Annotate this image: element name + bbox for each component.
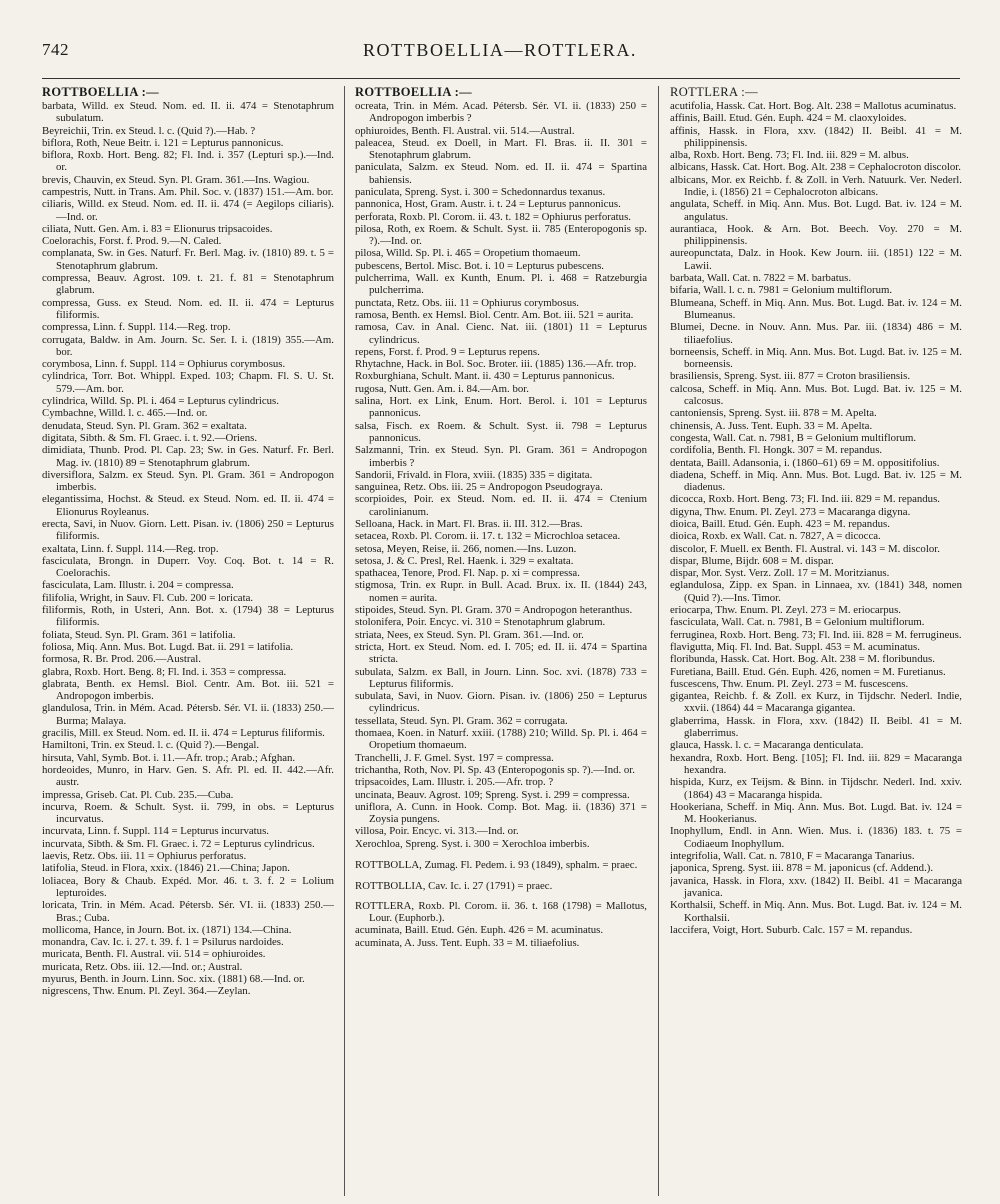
index-entry: salina, Hort. ex Link, Enum. Hort. Berol. i. 101 = Lepturus pannonicus. xyxy=(355,395,647,420)
index-entry: ramosa, Benth. ex Hemsl. Biol. Centr. Am. Bot. iii. 521 = aurita. xyxy=(355,308,634,321)
index-entry: dispar, Blume, Bijdr. 608 = M. dispar. xyxy=(670,554,834,567)
column-heading: ROTTBOELLIA :— xyxy=(355,86,473,99)
index-entry: hirsuta, Vahl, Symb. Bot. i. 11.—Afr. trop.; Arab.; Afghan. xyxy=(42,751,296,764)
index-entry: ciliaris, Willd. ex Steud. Nom. ed. II. ii. 474 (= Aegilops ciliaris).—Ind. or. xyxy=(42,198,334,223)
index-entry: paniculata, Salzm. ex Steud. Nom. ed. II. ii. 474 = Spartina bahiensis. xyxy=(355,161,647,186)
column-3 xyxy=(670,86,962,1198)
index-entry: Blumeana, Scheff. in Miq. Ann. Mus. Bot. Lugd. Bat. iv. 124 = M. Blumeanus. xyxy=(670,296,962,321)
index-entry: paleacea, Steud. ex Doell, in Mart. Fl. Bras. ii. II. 301 = Stenotaphrum glabrum. xyxy=(355,136,647,162)
index-entry: ciliata, Nutt. Gen. Am. i. 83 = Elionurus tripsacoides. xyxy=(42,222,273,235)
index-entry: Inophyllum, Endl. in Ann. Wien. Mus. i. (1836) 183. t. 75 = Codiaeum Inophyllum. xyxy=(670,825,962,850)
index-entry: diversiflora, Salzm. ex Steud. Syn. Pl. Gram. 361 = Andropogon imberbis. xyxy=(42,468,334,494)
index-entry: glandulosa, Trin. in Mém. Acad. Pétersb. Sér. VI. ii. (1833) 250.—Burma; Malaya. xyxy=(42,702,334,727)
index-entry: diadena, Scheff. in Miq. Ann. Mus. Bot. Lugd. Bat. iv. 125 = M. diadenus. xyxy=(670,468,962,494)
index-entry: pannonica, Host, Gram. Austr. i. t. 24 = Lepturus pannonicus. xyxy=(355,198,621,211)
index-entry: villosa, Poir. Encyc. vi. 313.—Ind. or. xyxy=(355,825,519,838)
index-entry: compressa, Linn. f. Suppl. 114.—Reg. trop. xyxy=(42,321,231,334)
index-entry: Xerochloa, Spreng. Syst. i. 300 = Xerochloa imberbis. xyxy=(355,837,590,850)
index-entry: dioica, Roxb. ex Wall. Cat. n. 7827, A = dicocca. xyxy=(670,530,881,543)
index-entry: gigantea, Reichb. f. & Zoll. ex Kurz, in Tijdschr. Nederl. Indie, xxvii. (1864) 44 = Macaranga gigantea. xyxy=(670,690,962,715)
index-entry: dicocca, Roxb. Hort. Beng. 73; Fl. Ind. iii. 829 = M. repandus. xyxy=(670,493,940,506)
index-entry: incurvata, Linn. f. Suppl. 114 = Lepturus incurvatus. xyxy=(42,825,269,838)
index-entry: congesta, Wall. Cat. n. 7981, B = Gelonium multiflorum. xyxy=(670,431,917,444)
index-entry: uncinata, Beauv. Agrost. 109; Spreng. Syst. i. 299 = compressa. xyxy=(355,788,630,801)
index-entry: calcosa, Scheff. in Miq. Ann. Mus. Bot. Lugd. Bat. iv. 125 = M. calcosus. xyxy=(670,382,962,408)
index-entry: corymbosa, Linn. f. Suppl. 114 = Ophiurus corymbosus. xyxy=(42,358,286,371)
column-heading: ROTTLERA :— xyxy=(670,86,759,99)
index-entry: eglandulosa, Zipp. ex Span. in Linnaea, xv. (1841) 348, nomen (Quid ?).—Ins. Timor. xyxy=(670,579,962,604)
index-entry: discolor, F. Muell. ex Benth. Fl. Austral. vi. 143 = M. discolor. xyxy=(670,542,940,555)
column-divider xyxy=(658,86,659,1196)
index-entry: latifolia, Steud. in Flora, xxix. (1846) 21.—China; Japon. xyxy=(42,862,291,875)
index-entry: hispida, Kurz, ex Teijsm. & Binn. in Tijdschr. Nederl. Ind. xxiv. (1864) 43 = Macaranga hispida. xyxy=(670,776,962,801)
index-entry: trichantha, Roth, Nov. Pl. Sp. 43 (Enteropogonis sp. ?).—Ind. or. xyxy=(355,763,635,776)
index-entry: glabrata, Benth. ex Hemsl. Biol. Centr. Am. Bot. iii. 521 = Andropogon imberbis. xyxy=(42,677,334,703)
index-entry: fasciculata, Brongn. in Duperr. Voy. Coq. Bot. t. 14 = R. Coelorachis. xyxy=(42,554,334,580)
index-entry: repens, Forst. f. Prod. 9 = Lepturus repens. xyxy=(355,345,540,358)
index-entry: javanica, Hassk. in Flora, xxv. (1842) II. Beibl. 41 = Macaranga javanica. xyxy=(670,874,962,899)
index-entry: striata, Nees, ex Steud. Syn. Pl. Gram. 361.—Ind. or. xyxy=(355,628,584,641)
index-entry: corrugata, Baldw. in Am. Journ. Sc. Ser. I. i. (1819) 355.—Am. bor. xyxy=(42,333,334,358)
index-entry: laccifera, Voigt, Hort. Suburb. Calc. 157 = M. repandus. xyxy=(670,923,913,936)
index-entry: Selloana, Hack. in Mart. Fl. Bras. ii. III. 312.—Bras. xyxy=(355,518,583,530)
index-entry: Beyreichii, Trin. ex Steud. l. c. (Quid ?).—Hab. ? xyxy=(42,124,256,137)
index-entry: tessellata, Steud. Syn. Pl. Gram. 362 = corrugata. xyxy=(355,714,568,727)
index-entry: ROTTLERA, Roxb. Pl. Corom. ii. 36. t. 168 (1798) = Mallotus, Lour. (Euphorb.). xyxy=(355,899,647,924)
index-entry: impressa, Griseb. Cat. Pl. Cub. 235.—Cuba. xyxy=(42,788,234,801)
index-entry: filiformis, Roth, in Usteri, Ann. Bot. x. (1794) 38 = Lepturus filiformis. xyxy=(42,604,334,629)
index-entry: salsa, Fisch. ex Roem. & Schult. Syst. ii. 798 = Lepturus pannonicus. xyxy=(355,419,647,444)
index-entry: fuscescens, Thw. Enum. Pl. Zeyl. 273 = M. fuscescens. xyxy=(670,677,909,690)
index-entry: filifolia, Wright, in Sauv. Fl. Cub. 200 = loricata. xyxy=(42,591,254,604)
index-entry: digyna, Thw. Enum. Pl. Zeyl. 273 = Macaranga digyna. xyxy=(670,505,911,518)
index-entry: cantoniensis, Spreng. Syst. iii. 878 = M. Apelta. xyxy=(670,407,877,420)
index-entry: perforata, Roxb. Pl. Corom. ii. 43. t. 182 = Ophiurus perforatus. xyxy=(355,210,631,223)
index-entry: compressa, Beauv. Agrost. 109. t. 21. f. 81 = Stenotaphrum glabrum. xyxy=(42,272,334,297)
index-entry: glabra, Roxb. Hort. Beng. 8; Fl. Ind. i. 353 = compressa. xyxy=(42,665,287,678)
index-entry: affinis, Hassk. in Flora, xxv. (1842) II. Beibl. 41 = M. philippinensis. xyxy=(670,124,962,149)
index-entry: cylindrica, Torr. Bot. Whippl. Exped. 103; Chapm. Fl. S. U. St. 579.—Am. bor. xyxy=(42,370,334,395)
index-entry: glauca, Hassk. l. c. = Macaranga denticulata. xyxy=(670,739,864,752)
index-entry: acutifolia, Hassk. Cat. Hort. Bog. Alt. 238 = Mallotus acuminatus. xyxy=(670,99,957,112)
index-entry: uniflora, A. Cunn. in Hook. Comp. Bot. Mag. ii. (1836) 371 = Zoysia pungens. xyxy=(355,800,647,826)
index-entry: formosa, R. Br. Prod. 206.—Austral. xyxy=(42,653,201,666)
index-entry: loricata, Trin. in Mém. Acad. Pétersb. Sér. VI. ii. (1833) 250.—Bras.; Cuba. xyxy=(42,899,334,924)
index-entry: rugosa, Nutt. Gen. Am. i. 84.—Am. bor. xyxy=(355,382,529,395)
index-entry: ocreata, Trin. in Mém. Acad. Pétersb. Sér. VI. ii. (1833) 250 = Andropogon imberbis ? xyxy=(355,99,647,125)
index-entry: borneensis, Scheff. in Miq. Ann. Mus. Bot. Lugd. Bat. iv. 125 = M. borneensis. xyxy=(670,345,962,371)
index-entry: albicans, Hassk. Cat. Hort. Bog. Alt. 238 = Cephalocroton discolor. xyxy=(670,161,961,174)
index-entry: affinis, Baill. Etud. Gén. Euph. 424 = M. claoxyloides. xyxy=(670,112,907,125)
index-entry: subulata, Savi, in Nuov. Giorn. Pisan. iv. (1806) 250 = Lepturus cylindricus. xyxy=(355,690,647,715)
index-entry: brevis, Chauvin, ex Steud. Syn. Pl. Gram. 361.—Ins. Wagiou. xyxy=(42,173,310,186)
index-entry: setosa, Meyen, Reise, ii. 266, nomen.—Ins. Luzon. xyxy=(355,542,577,555)
index-entry: aureopunctata, Dalz. in Hook. Kew Journ. iii. (1851) 122 = M. Lawii. xyxy=(670,247,962,272)
index-entry: elegantissima, Hochst. & Steud. ex Steud. Nom. ed. II. ii. 474 = Elionurus Royleanus. xyxy=(42,493,334,518)
index-entry: fasciculata, Wall. Cat. n. 7981, B = Gelonium multiflorum. xyxy=(670,616,925,629)
index-entry: campestris, Nutt. in Trans. Am. Phil. Soc. v. (1837) 151.—Am. bor. xyxy=(42,185,334,198)
index-entry: Coelorachis, Forst. f. Prod. 9.—N. Caled. xyxy=(42,235,222,248)
index-entry: Hookeriana, Scheff. in Miq. Ann. Mus. Bot. Lugd. Bat. iv. 124 = M. Hookerianus. xyxy=(670,800,962,826)
index-entry: thomaea, Koen. in Naturf. xxiii. (1788) 210; Willd. Sp. Pl. i. 464 = Oropetium thomaeum. xyxy=(355,727,647,752)
index-entry: laevis, Retz. Obs. iii. 11 = Ophiurus perforatus. xyxy=(42,850,247,863)
index-entry: foliosa, Miq. Ann. Mus. Bot. Lugd. Bat. ii. 291 = latifolia. xyxy=(42,640,294,653)
index-entry: Roxburghiana, Schult. Mant. ii. 430 = Lepturus pannonicus. xyxy=(355,370,615,383)
index-entry: incurvata, Sibth. & Sm. Fl. Graec. i. 72 = Lepturus cylindricus. xyxy=(42,837,315,850)
index-entry: mollicoma, Hance, in Journ. Bot. ix. (1871) 134.—China. xyxy=(42,923,292,936)
index-entry: acuminata, A. Juss. Tent. Euph. 33 = M. tiliaefolius. xyxy=(355,936,580,949)
index-entry: erecta, Savi, in Nuov. Giorn. Lett. Pisan. iv. (1806) 250 = Lepturus filiformis. xyxy=(42,518,334,543)
index-entry: cordifolia, Benth. Fl. Hongk. 307 = M. repandus. xyxy=(670,444,883,457)
index-entry: gracilis, Mill. ex Steud. Nom. ed. II. ii. 474 = Lepturus filiformis. xyxy=(42,727,325,740)
index-entry: japonica, Spreng. Syst. iii. 878 = M. japonicus (cf. Addend.). xyxy=(670,862,934,875)
index-entry: Blumei, Decne. in Nouv. Ann. Mus. Par. iii. (1834) 486 = M. tiliaefolius. xyxy=(670,321,962,346)
index-entry: stricta, Hort. ex Steud. Nom. ed. I. 705; ed. II. ii. 474 = Spartina stricta. xyxy=(355,640,647,666)
index-entry: ramosa, Cav. in Anal. Cienc. Nat. iii. (1801) 11 = Lepturus cylindricus. xyxy=(355,321,647,346)
index-entry: chinensis, A. Juss. Tent. Euph. 33 = M. Apelta. xyxy=(670,419,873,432)
index-entry: complanata, Sw. in Ges. Naturf. Fr. Berl. Mag. iv. (1810) 89. t. 5 = Stenotaphrum glabrum. xyxy=(42,247,334,272)
index-entry: loliacea, Bory & Chaub. Expéd. Mor. 46. t. 3. f. 2 = Lolium lepturoides. xyxy=(42,874,334,899)
running-head: ROTTBOELLIA—ROTTLERA. xyxy=(362,40,638,60)
index-entry: dentata, Baill. Adansonia, i. (1860–61) 69 = M. oppositifolius. xyxy=(670,456,940,469)
page-number: 742 xyxy=(42,40,69,59)
index-entry: Hamiltoni, Trin. ex Steud. l. c. (Quid ?).—Bengal. xyxy=(42,739,260,752)
index-entry: subulata, Salzm. ex Ball, in Journ. Linn. Soc. xvi. (1878) 733 = Lepturus filiformis. xyxy=(355,665,647,690)
index-entry: cylindrica, Willd. Sp. Pl. i. 464 = Lepturus cylindricus. xyxy=(42,395,279,408)
header-rule xyxy=(42,78,960,79)
index-entry: hordeoides, Munro, in Harv. Gen. S. Afr. Pl. ed. II. 442.—Afr. austr. xyxy=(42,763,334,789)
index-entry: punctata, Retz. Obs. iii. 11 = Ophiurus corymbosus. xyxy=(355,296,579,309)
index-entry: acuminata, Baill. Etud. Gén. Euph. 426 = M. acuminatus. xyxy=(355,924,604,937)
index-entry: ROTTBOLLIA, Cav. Ic. i. 27 (1791) = praec. xyxy=(355,880,553,893)
index-entry: muricata, Benth. Fl. Austral. vii. 514 = ophiuroides. xyxy=(42,948,266,961)
index-entry: floribunda, Hassk. Cat. Hort. Bog. Alt. 238 = M. floribundus. xyxy=(670,653,935,666)
index-entry: nigrescens, Thw. Enum. Pl. Zeyl. 364.—Zeylan. xyxy=(42,985,251,998)
index-entry: ROTTBOLLA, Zumag. Fl. Pedem. i. 93 (1849), sphalm. = praec. xyxy=(355,859,638,872)
index-entry: hexandra, Roxb. Hort. Beng. [105]; Fl. Ind. iii. 829 = Macaranga hexandra. xyxy=(670,751,962,776)
index-entry: pulcherrima, Wall. ex Kunth, Enum. Pl. i. 468 = Ratzeburgia pulcherrima. xyxy=(355,272,647,297)
index-entry: incurva, Roem. & Schult. Syst. ii. 799, in obs. = Lepturus incurvatus. xyxy=(42,800,334,826)
index-entry: exaltata, Linn. f. Suppl. 114.—Reg. trop. xyxy=(42,542,219,555)
index-entry: sanguinea, Retz. Obs. iii. 25 = Andropogon Pseudograya. xyxy=(355,481,603,494)
index-entry: Rhytachne, Hack. in Bol. Soc. Broter. iii. (1885) 136.—Afr. trop. xyxy=(355,358,637,371)
column-2 xyxy=(355,86,647,1198)
index-entry: scorpioides, Poir. ex Steud. Nom. ed. II. ii. 474 = Ctenium carolinianum. xyxy=(355,493,647,518)
column-heading: ROTTBOELLIA :— xyxy=(42,86,160,99)
index-entry: stigmosa, Trin. ex Rupr. in Bull. Acad. Brux. ix. II. (1844) 243, nomen = aurita. xyxy=(355,579,647,604)
index-entry: pubescens, Bertol. Misc. Bot. i. 10 = Lepturus pubescens. xyxy=(355,259,604,272)
index-entry: compressa, Guss. ex Steud. Nom. ed. II. ii. 474 = Lepturus filiformis. xyxy=(42,296,334,321)
index-entry: tripsacoides, Lam. Illustr. i. 205.—Afr. trop. ? xyxy=(355,776,554,789)
index-entry: Furetiana, Baill. Etud. Gén. Euph. 426, nomen = M. Furetianus. xyxy=(670,665,946,678)
column-divider xyxy=(344,86,345,1196)
index-entry: ferruginea, Roxb. Hort. Beng. 73; Fl. Ind. iii. 828 = M. ferrugineus. xyxy=(670,628,962,641)
index-entry: setosa, J. & C. Presl, Rel. Haenk. i. 329 = exaltata. xyxy=(355,554,574,567)
index-entry: stipoides, Steud. Syn. Pl. Gram. 370 = Andropogon heteranthus. xyxy=(355,604,633,617)
index-entry: Korthalsii, Scheff. in Miq. Ann. Mus. Bot. Lugd. Bat. iv. 124 = M. Korthalsii. xyxy=(670,899,962,924)
index-entry: fasciculata, Lam. Illustr. i. 204 = compressa. xyxy=(42,579,234,592)
index-entry: bifaria, Wall. l. c. n. 7981 = Gelonium multiflorum. xyxy=(670,284,893,297)
index-entry: dispar, Mor. Syst. Verz. Zoll. 17 = M. Moritzianus. xyxy=(670,567,890,580)
index-entry: albicans, Mor. ex Reichb. f. & Zoll. in Verh. Natuurk. Ver. Nederl. Indie, i. (1856) 21 = Cephalocroton albicans. xyxy=(670,173,962,198)
index-entry: aurantiaca, Hook. & Arn. Bot. Beech. Voy. 270 = M. philippinensis. xyxy=(670,222,962,248)
index-entry: Cymbachne, Willd. l. c. 465.—Ind. or. xyxy=(42,407,208,420)
index-entry: digitata, Sibth. & Sm. Fl. Graec. i. t. 92.—Oriens. xyxy=(42,431,258,444)
index-entry: flavigutta, Miq. Fl. Ind. Bat. Suppl. 453 = M. acuminatus. xyxy=(670,640,920,653)
index-entry: setacea, Roxb. Pl. Corom. ii. 17. t. 132 = Microchloa setacea. xyxy=(355,530,621,543)
index-entry: denudata, Steud. Syn. Pl. Gram. 362 = exaltata. xyxy=(42,419,247,432)
index-entry: integrifolia, Wall. Cat. n. 7810, F = Macaranga Tanarius. xyxy=(670,850,915,863)
index-entry: muricata, Retz. Obs. iii. 12.—Ind. or.; Austral. xyxy=(42,960,243,973)
index-entry: myurus, Benth. in Journ. Linn. Soc. xix. (1881) 68.—Ind. or. xyxy=(42,972,305,985)
index-entry: spathacea, Tenore, Prod. Fl. Nap. p. xi = compressa. xyxy=(355,567,580,580)
index-entry: pilosa, Roth, ex Roem. & Schult. Syst. ii. 785 (Enteropogonis sp. ?).—Ind. or. xyxy=(355,222,647,248)
index-entry: brasiliensis, Spreng. Syst. iii. 877 = Croton brasiliensis. xyxy=(670,370,911,383)
index-entry: Tranchelli, J. F. Gmel. Syst. 197 = compressa. xyxy=(355,751,554,764)
index-entry: Salzmanni, Trin. ex Steud. Syn. Pl. Gram. 361 = Andropogon imberbis ? xyxy=(355,444,647,469)
index-entry: dioica, Baill. Etud. Gén. Euph. 423 = M. repandus. xyxy=(670,518,890,530)
index-entry: alba, Roxb. Hort. Beng. 73; Fl. Ind. iii. 829 = M. albus. xyxy=(670,149,909,162)
index-entry: monandra, Cav. Ic. i. 27. t. 39. f. 1 = Psilurus nardoides. xyxy=(42,936,284,949)
index-entry: dimidiata, Thunb. Prod. Pl. Cap. 23; Sw. in Ges. Naturf. Fr. Berl. Mag. iv. (1810) 89 = Stenotaphrum glabrum. xyxy=(42,444,334,469)
index-entry: paniculata, Spreng. Syst. i. 300 = Schedonnardus texanus. xyxy=(355,185,606,198)
index-entry: eriocarpa, Thw. Enum. Pl. Zeyl. 273 = M. eriocarpus. xyxy=(670,604,901,617)
index-entry: ophiuroides, Benth. Fl. Austral. vii. 514.—Austral. xyxy=(355,124,575,137)
index-entry: angulata, Scheff. in Miq. Ann. Mus. Bot. Lugd. Bat. iv. 124 = M. angulatus. xyxy=(670,198,962,223)
index-entry: barbata, Wall. Cat. n. 7822 = M. barbatus. xyxy=(670,272,852,285)
index-entry: Sandorii, Frivald. in Flora, xviii. (1835) 335 = digitata. xyxy=(355,468,593,481)
index-entry: foliata, Steud. Syn. Pl. Gram. 361 = latifolia. xyxy=(42,628,236,641)
index-entry: biflora, Roxb. Hort. Beng. 82; Fl. Ind. i. 357 (Lepturi sp.).—Ind. or. xyxy=(42,149,334,174)
index-entry: glaberrima, Hassk. in Flora, xxv. (1842) II. Beibl. 41 = M. glaberrimus. xyxy=(670,714,962,740)
index-entry: stolonifera, Poir. Encyc. vi. 310 = Stenotaphrum glabrum. xyxy=(355,616,606,629)
index-entry: barbata, Willd. ex Steud. Nom. ed. II. ii. 474 = Stenotaphrum subulatum. xyxy=(42,99,334,125)
index-entry: biflora, Roth, Neue Beitr. i. 121 = Lepturus pannonicus. xyxy=(42,136,284,149)
column-1 xyxy=(42,86,334,1198)
index-entry: pilosa, Willd. Sp. Pl. i. 465 = Oropetium thomaeum. xyxy=(355,247,581,260)
